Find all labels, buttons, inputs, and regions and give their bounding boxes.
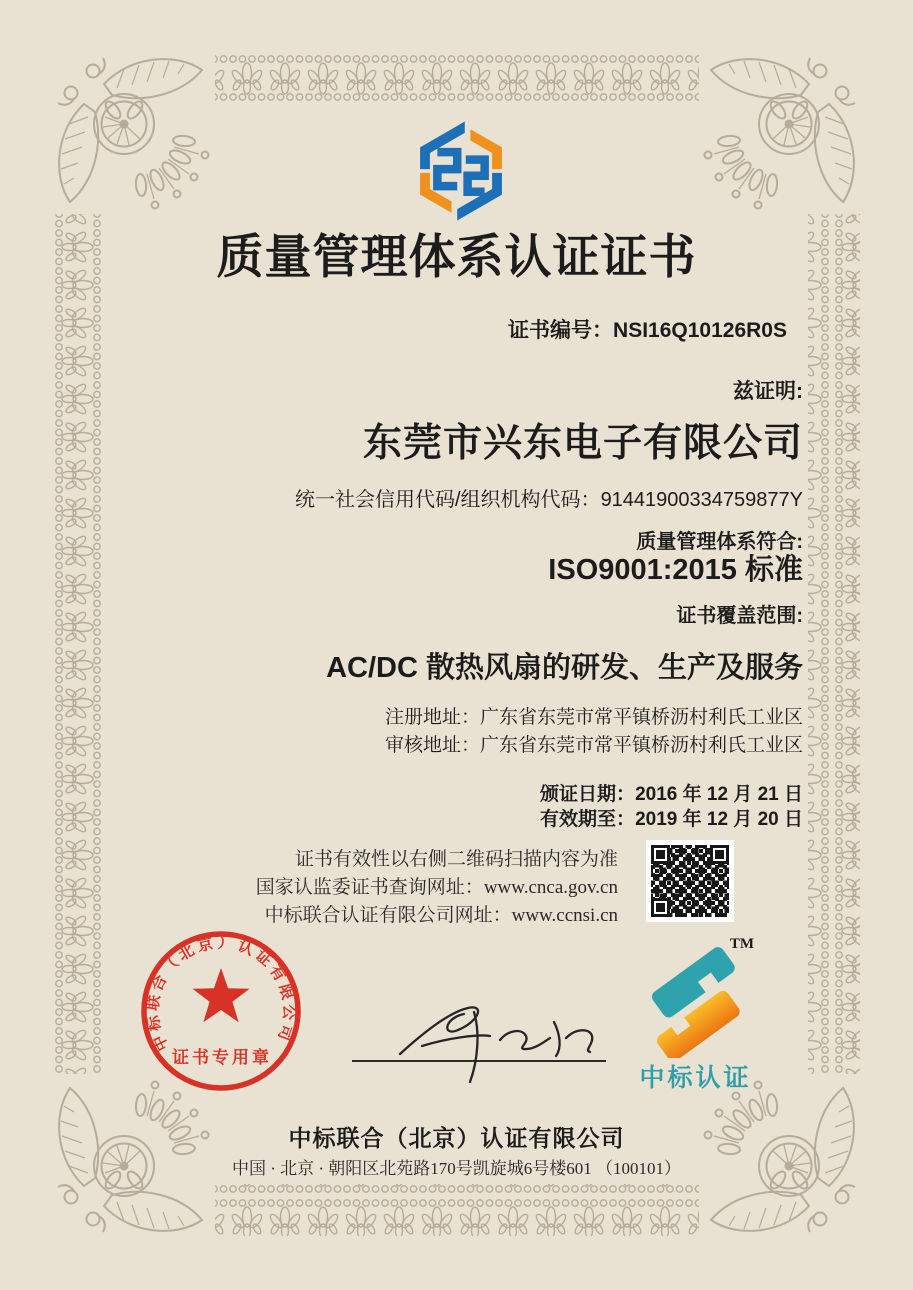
- standard-intro-label: 质量管理体系符合:: [636, 531, 803, 553]
- red-company-seal: [135, 925, 307, 1097]
- issuer-name: 中标联合（北京）认证有限公司: [288, 1125, 625, 1151]
- issue-date-value: 2016 年 12 月 21 日: [635, 784, 803, 805]
- hexagon-logo-icon: [409, 117, 513, 225]
- brand-ribbons-icon: [633, 946, 758, 1058]
- scope-text: AC/DC 散热风扇的研发、生产及服务: [326, 652, 803, 684]
- expiry-date-label: 有效期至：: [540, 809, 636, 830]
- ccnsi-site-line: [265, 902, 618, 930]
- standard-name: ISO9001:2015 标准: [548, 554, 803, 586]
- qr-finder-top-right: [710, 845, 729, 864]
- seal-star-icon: [192, 968, 249, 1022]
- audit-address-line: [385, 730, 803, 757]
- credit-code-value: 91441900334759877Y: [600, 489, 803, 511]
- issuer-address: 中国 · 北京 · 朝阳区北苑路170号凯旋城6号楼601 （100101）: [231, 1159, 682, 1178]
- registered-address-label: 注册地址：: [384, 707, 480, 728]
- trademark-symbol: TM: [729, 936, 754, 952]
- registered-address-value: 广东省东莞市常平镇桥沥村利氏工业区: [479, 707, 803, 728]
- ccnsi-url: www.ccnsi.cn: [511, 905, 618, 926]
- expiry-date-value: 2019 年 12 月 20 日: [635, 809, 803, 830]
- brand-name: 中标认证: [639, 1064, 752, 1092]
- issue-date-line: [540, 779, 803, 806]
- qr-validity-note: 证书有效性以右侧二维码扫描内容为准: [294, 849, 618, 870]
- audit-address-value: 广东省东莞市常平镇桥沥村利氏工业区: [479, 735, 803, 756]
- signature: [338, 988, 622, 1093]
- certificate-number-value: NSI16Q10126R0S: [613, 319, 787, 342]
- certificate-number: [508, 314, 787, 344]
- ccnsi-site-label: 中标联合认证有限公司网址：: [264, 905, 512, 926]
- qr-finder-bottom-left: [651, 898, 670, 917]
- credit-code-label: 统一社会信用代码/组织机构代码：: [295, 489, 601, 511]
- cnca-query-line: [256, 874, 618, 902]
- seal-caption: 证书专用章: [172, 1048, 272, 1067]
- certify-label: 兹证明:: [733, 380, 803, 403]
- qr-finder-top-left: [651, 845, 670, 864]
- certification-brand-mark: [633, 928, 758, 1093]
- company-name: 东莞市兴东电子有限公司: [362, 422, 803, 465]
- registered-address-line: [385, 702, 803, 729]
- issue-date-label: 颁证日期：: [540, 784, 636, 805]
- audit-address-label: 审核地址：: [384, 735, 480, 756]
- certificate-title: 质量管理体系认证证书: [216, 230, 697, 283]
- qr-code: [646, 840, 734, 922]
- credit-code-line: [295, 483, 803, 512]
- cnca-query-label: 国家认监委证书查询网址：: [255, 877, 484, 898]
- expiry-date-line: [540, 804, 803, 831]
- scope-label: 证书覆盖范围:: [676, 605, 803, 627]
- certificate-number-label: 证书编号：: [508, 319, 614, 342]
- seal-ring-text: 中标联合（北京）认证有限公司: [144, 934, 298, 1054]
- cnca-url: www.cnca.gov.cn: [483, 877, 618, 898]
